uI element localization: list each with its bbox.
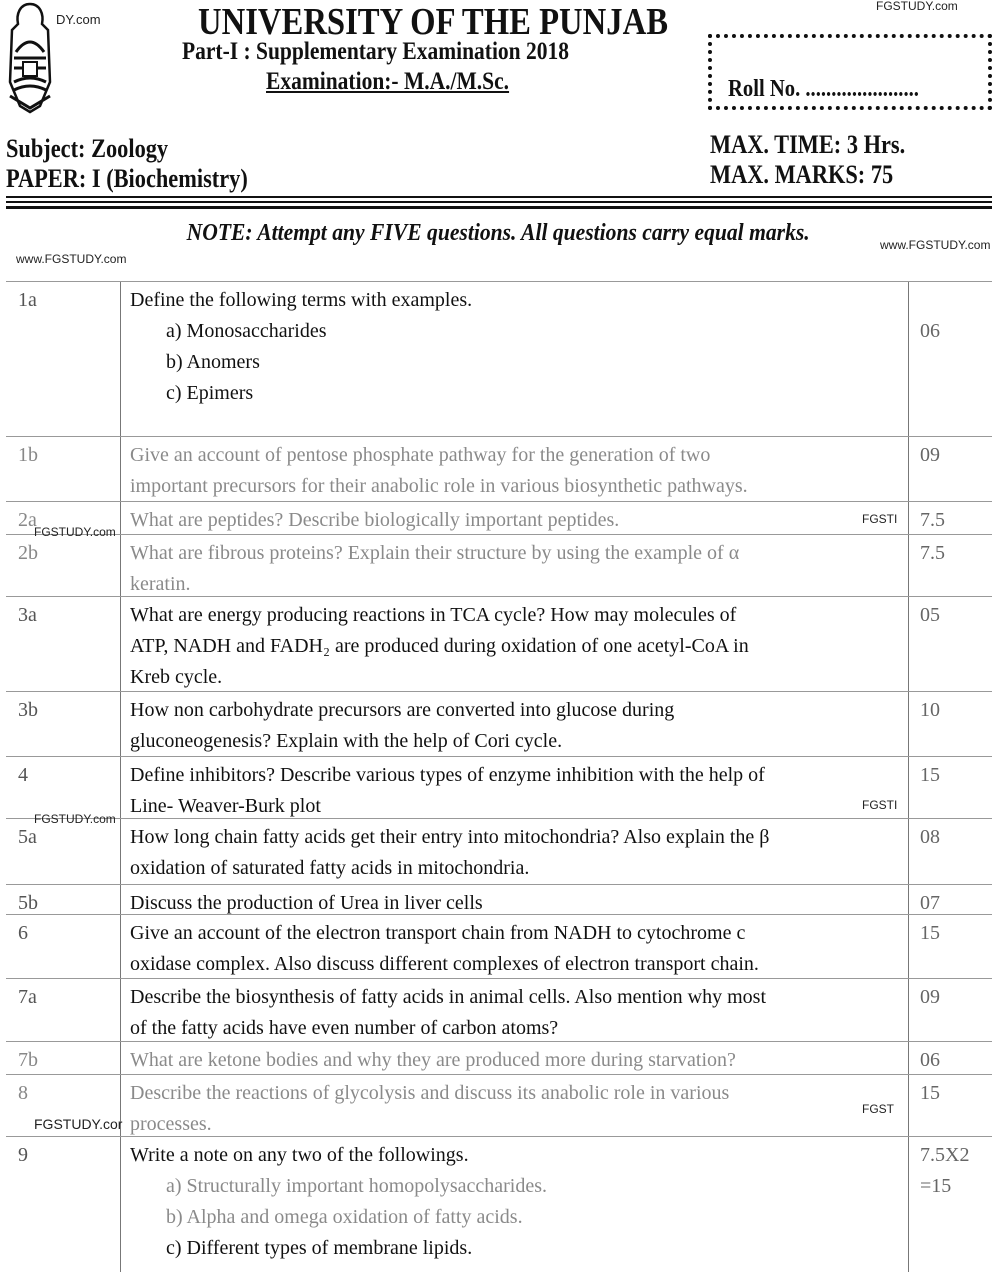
marks-value: 7.5: [920, 542, 945, 564]
question-line: Write a note on any two of the followings.: [130, 1144, 469, 1166]
question-text: [130, 538, 900, 600]
question-text: [130, 440, 900, 502]
row-divider: [6, 818, 992, 819]
question-text: [130, 505, 900, 536]
crest-icon: [6, 2, 54, 122]
question-line: Describe the reactions of glycolysis and discuss its anabolic role in various: [130, 1082, 730, 1104]
watermark: DY.com: [56, 12, 101, 27]
question-number: 3a: [18, 604, 37, 626]
question-text: [130, 1140, 900, 1264]
question-text: [130, 600, 900, 693]
question-number: 9: [18, 1144, 28, 1166]
question-marks: [920, 1078, 940, 1109]
row-divider: [6, 1074, 992, 1075]
watermark: FGST: [862, 1102, 894, 1116]
question-text: [130, 822, 900, 884]
row-divider: [6, 1136, 992, 1137]
question-marks: [920, 982, 940, 1013]
watermark: FGSTI: [862, 512, 898, 526]
question-marks: [920, 695, 940, 726]
divider: [6, 206, 992, 209]
question-line: What are fibrous proteins? Explain their structure by using the example of α: [130, 542, 740, 564]
question-number: 1a: [18, 289, 37, 311]
question-text: [130, 695, 900, 757]
question-text: [130, 982, 900, 1044]
question-line: keratin.: [130, 573, 191, 595]
watermark: FGSTUDY.com: [876, 0, 958, 13]
row-divider: [6, 534, 992, 535]
max-time: MAX. TIME: 3 Hrs.: [710, 130, 906, 159]
question-line: ATP, NADH and FADH₂ are produced during oxidation of one acetyl-CoA in: [130, 635, 749, 657]
question-line: gluconeogenesis? Explain with the help of Cori cycle.: [130, 730, 563, 752]
question-line: Define the following terms with examples.: [130, 289, 473, 311]
question-marks: [920, 538, 945, 569]
sub-question: c) Epimers: [166, 382, 254, 404]
question-text: [130, 1078, 900, 1140]
question-line: Kreb cycle.: [130, 666, 223, 688]
watermark: www.FGSTUDY.com: [16, 252, 127, 266]
marks-value: 7.5X2: [920, 1144, 970, 1166]
watermark: FGSTI: [862, 798, 898, 812]
row-divider: [6, 1041, 992, 1042]
university-title: UNIVERSITY OF THE PUNJAB: [198, 1, 669, 43]
question-text: [130, 1045, 900, 1076]
question-number: 6: [18, 922, 28, 944]
subject-label: Subject: Zoology: [6, 134, 169, 163]
question-line: processes.: [130, 1113, 212, 1135]
marks-value: 15: [920, 1082, 940, 1104]
university-logo: [6, 2, 54, 122]
question-marks: [920, 1140, 969, 1202]
divider: [6, 201, 992, 203]
watermark: FGSTUDY.com: [34, 525, 116, 539]
note-text: NOTE: Attempt any FIVE questions. All questions carry equal marks.: [186, 220, 810, 246]
question-line: How non carbohydrate precursors are converted into glucose during: [130, 699, 675, 721]
marks-value: 07: [920, 892, 940, 914]
column-divider: [908, 282, 909, 1272]
marks-value: 7.5: [920, 509, 945, 531]
roll-number-field[interactable]: Roll No. ......................: [728, 76, 919, 102]
row-divider: [6, 914, 992, 915]
marks-value: 08: [920, 826, 940, 848]
question-number: 4: [18, 764, 28, 786]
question-line: important precursors for their anabolic role in various biosynthetic pathways.: [130, 475, 748, 497]
exam-part: Part-I : Supplementary Examination 2018: [182, 38, 569, 65]
row-divider: [6, 281, 992, 282]
sub-question: b) Anomers: [166, 351, 260, 373]
question-marks: [920, 316, 940, 347]
question-number: 7a: [18, 986, 37, 1008]
sub-question: a) Monosaccharides: [166, 320, 327, 342]
question-line: Define inhibitors? Describe various types of enzyme inhibition with the help of: [130, 764, 765, 786]
question-line: oxidation of saturated fatty acids in mitochondria.: [130, 857, 530, 879]
question-line: Line- Weaver-Burk plot: [130, 795, 321, 817]
question-marks: [920, 1045, 940, 1076]
question-line: Give an account of the electron transport chain from NADH to cytochrome c: [130, 922, 746, 944]
marks-value: 05: [920, 604, 940, 626]
question-marks: [920, 822, 940, 853]
watermark: FGSTUDY.cor: [34, 1116, 123, 1132]
marks-value: 15: [920, 922, 940, 944]
question-number: 3b: [18, 699, 38, 721]
marks-value: =15: [920, 1175, 952, 1197]
watermark: FGSTUDY.com: [34, 812, 116, 826]
question-text: [130, 760, 900, 822]
sub-question: c) Different types of membrane lipids.: [166, 1237, 473, 1259]
question-number: 1b: [18, 444, 38, 466]
marks-value: 10: [920, 699, 940, 721]
marks-value: 06: [920, 320, 940, 342]
divider: [6, 196, 992, 198]
exam-note: [0, 220, 996, 247]
sub-question: a) Structurally important homopolysaccharides.: [166, 1175, 548, 1197]
row-divider: [6, 501, 992, 502]
question-line: What are energy producing reactions in TCA cycle? How may molecules of: [130, 604, 737, 626]
question-number: 2b: [18, 542, 38, 564]
question-marks: [920, 918, 940, 949]
question-text: [130, 285, 900, 409]
question-marks: [920, 600, 940, 631]
sub-question: b) Alpha and omega oxidation of fatty acids.: [166, 1206, 523, 1228]
question-line: How long chain fatty acids get their entry into mitochondria? Also explain the β: [130, 826, 770, 848]
question-number: 7b: [18, 1049, 38, 1071]
marks-value: 06: [920, 1049, 940, 1071]
question-line: oxidase complex. Also discuss different complexes of electron transport chain.: [130, 953, 759, 975]
question-number: 5b: [18, 892, 38, 914]
question-line: Give an account of pentose phosphate pathway for the generation of two: [130, 444, 711, 466]
question-marks: [920, 505, 945, 536]
marks-value: 09: [920, 444, 940, 466]
row-divider: [6, 978, 992, 979]
question-marks: [920, 760, 940, 791]
marks-value: 15: [920, 764, 940, 786]
question-text: [130, 918, 900, 980]
row-divider: [6, 756, 992, 757]
examination-name: Examination:- M.A./M.Sc.: [266, 68, 510, 95]
row-divider: [6, 884, 992, 885]
question-number: 2a: [18, 509, 37, 531]
question-line: Describe the biosynthesis of fatty acids in animal cells. Also mention why most: [130, 986, 767, 1008]
watermark: www.FGSTUDY.com: [880, 238, 991, 252]
paper-label: PAPER: I (Biochemistry): [6, 164, 248, 193]
row-divider: [6, 596, 992, 597]
question-line: Discuss the production of Urea in liver cells: [130, 892, 483, 914]
marks-value: 09: [920, 986, 940, 1008]
question-number: 8: [18, 1082, 28, 1104]
row-divider: [6, 691, 992, 692]
question-line: What are peptides? Describe biologically important peptides.: [130, 509, 620, 531]
max-marks: MAX. MARKS: 75: [710, 160, 894, 189]
question-marks: [920, 440, 940, 471]
question-line: of the fatty acids have even number of carbon atoms?: [130, 1017, 559, 1039]
row-divider: [6, 436, 992, 437]
question-number: 5a: [18, 826, 37, 848]
question-line: What are ketone bodies and why they are produced more during starvation?: [130, 1049, 736, 1071]
